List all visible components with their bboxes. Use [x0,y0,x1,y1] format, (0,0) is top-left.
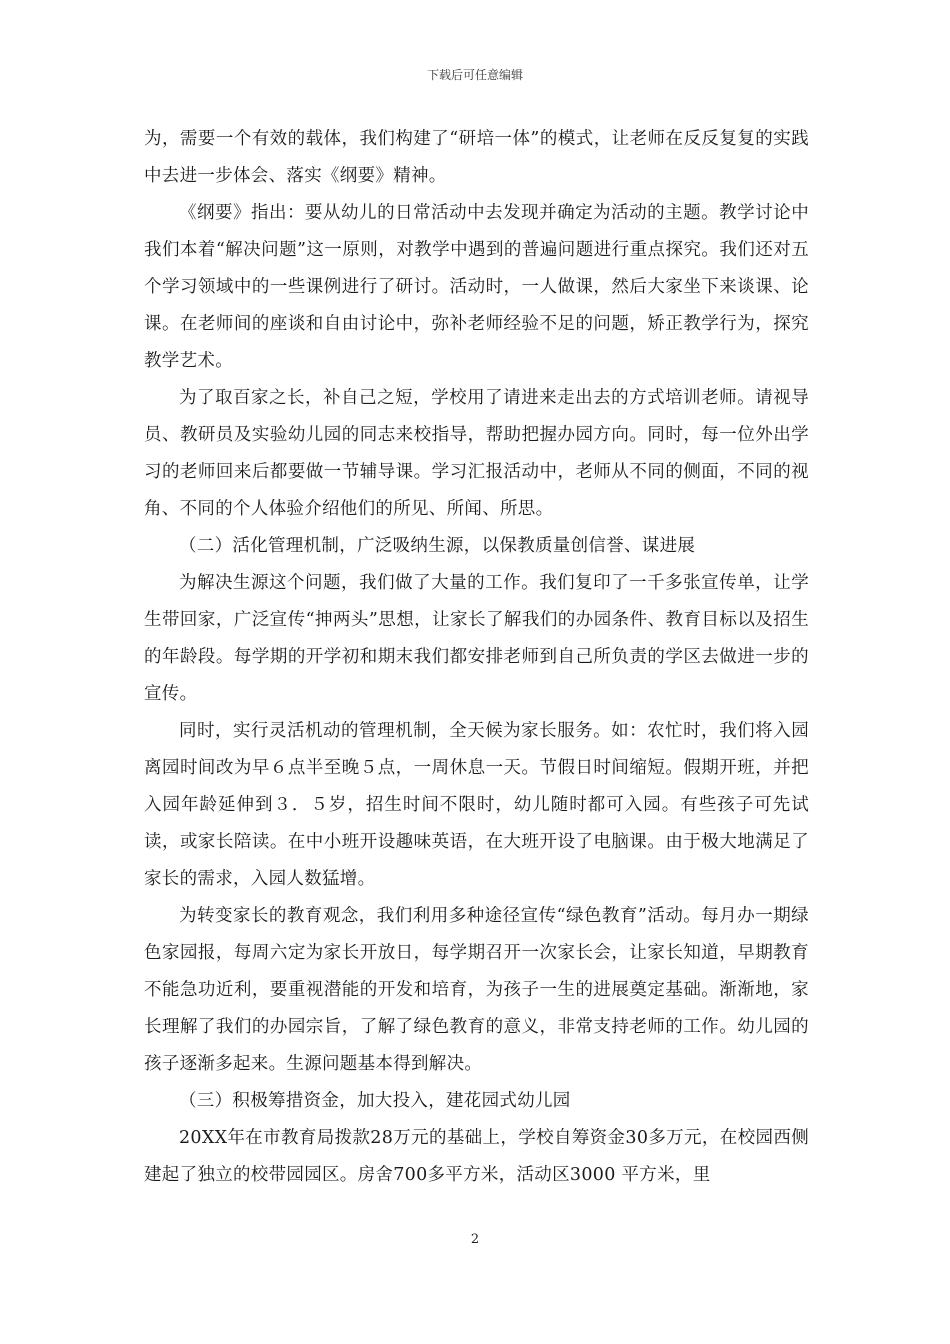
section-heading: （三）积极筹措资金，加大投入，建花园式幼儿园 [179,1091,571,1111]
paragraph: 为转变家长的教育观念，我们利用多种途径宣传“绿色教育”活动。每月办一期绿色家园报，每周六定为家长开放日，每学期召开一次家长会，让家长知道，早期教育不能急功近利，要重视潜能的开发和培育，为孩子一生的进展奠定基础。渐渐地，家长理解了我们的办园宗旨，了解了绿色教育的意义，非常支持老师的工作。幼儿园的孩子逐渐多起来。生源问题基本得到解决。 [144,906,809,1074]
paragraph: 同时，实行灵活机动的管理机制，全天候为家长服务。如：农忙时，我们将入园离园时间改为早６点半至晚５点，一周休息一天。节假日时间缩短。假期开班，并把入园年龄延伸到３．５岁，招生时间不限时，幼儿随时都可入园。有些孩子可先试读，或家长陪读。在中小班开设趣味英语，在大班开设了电脑课。由于极大地满足了家长的需求，入园人数猛增。 [144,721,809,889]
page-number: 2 [470,1232,480,1247]
section-heading: （二）活化管理机制，广泛吸纳生源，以保教质量创信誉、谋进展 [179,536,696,556]
header-note: 下载后可任意编辑 [426,68,523,82]
paragraph-continuation: 为，需要一个有效的载体，我们构建了“研培一体”的模式，让老师在反反复复的实践中去进一步体会、落实《纲要》精神。 [144,129,809,186]
document-body [144,121,809,1194]
paragraph: 为了取百家之长，补自己之短，学校用了请进来走出去的方式培训老师。请视导员、教研员及实验幼儿园的同志来校指导，帮助把握办园方向。同时，每一位外出学习的老师回来后都要做一节辅导课。学习汇报活动中，老师从不同的侧面，不同的视角、不同的个人体验介绍他们的所见、所闻、所思。 [144,388,809,519]
paragraph: 《纲要》指出：要从幼儿的日常活动中去发现并确定为活动的主题。教学讨论中我们本着“解决问题”这一原则，对教学中遇到的普遍问题进行重点探究。我们还对五个学习领域中的一些课例进行了研讨。活动时，一人做课，然后大家坐下来谈课、论课。在老师间的座谈和自由讨论中，弥补老师经验不足的问题，矫正教学行为，探究教学艺术。 [144,203,809,371]
paragraph: 为解决生源这个问题，我们做了大量的工作。我们复印了一千多张宣传单，让学生带回家，广泛宣传“抻两头”思想，让家长了解我们的办园条件、教育目标以及招生的年龄段。每学期的开学初和期末我们都安排老师到自己所负责的学区去做进一步的宣传。 [144,573,809,704]
paragraph: 20XX年在市教育局拨款28万元的基础上，学校自筹资金30多万元，在校园西侧建起了独立的校带园园区。房舍700多平方米，活动区3000 平方米，里 [144,1128,809,1185]
